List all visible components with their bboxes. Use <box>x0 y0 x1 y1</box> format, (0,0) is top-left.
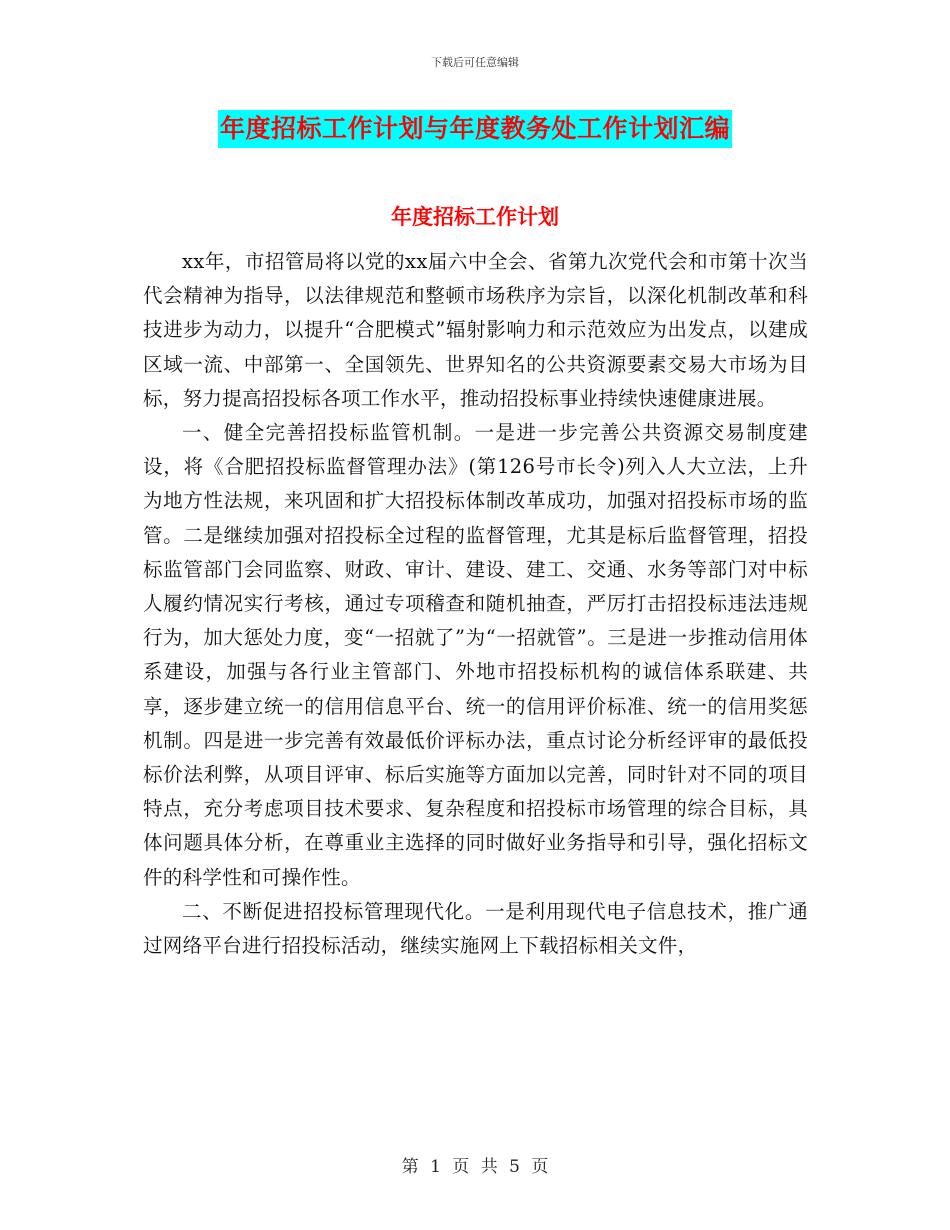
main-title-container <box>0 110 950 148</box>
page-number-footer: 第 1 页 共 5 页 <box>401 1157 549 1177</box>
paragraph-intro: xx年，市招管局将以党的xx届六中全会、省第九次党代会和市第十次当代会精神为指导，以法律规范和整顿市场秩序为宗旨，以深化机制改革和科技进步为动力，以提升“合肥模式”辐射影响力和示范效应为出发点，以建成区域一流、中部第一、全国领先、世界知名的公共资源要素交易大市场为目标，努力提高招投标各项工作水平，推动招投标事业持续快速健康进展。 <box>143 250 808 410</box>
paragraph-section-one: 一、健全完善招投标监管机制。一是进一步完善公共资源交易制度建设，将《合肥招投标监督管理办法》(第126号市长令)列入人大立法，上升为地方性法规，来巩固和扩大招投标体制改革成功，加强对招投标市场的监管。二是继续加强对招投标全过程的监督管理，尤其是标后监督管理，招投标监管部门会同监察、财政、审计、建设、建工、交通、水务等部门对中标人履约情况实行考核，通过专项稽查和随机抽查，严厉打击招投标违法违规行为，加大惩处力度，变“一招就了”为“一招就管”。三是进一步推动信用体系建设，加强与各行业主管部门、外地市招投标机构的诚信体系联建、共享，逐步建立统一的信用信息平台、统一的信用评价标准、统一的信用奖惩机制。四是进一步完善有效最低价评标办法，重点讨论分析经评审的最低投标价法利弊，从项目评审、标后实施等方面加以完善，同时针对不同的项目特点，充分考虑项目技术要求、复杂程度和招投标市场管理的综合目标，具体问题具体分析，在尊重业主选择的同时做好业务指导和引导，强化招标文件的科学性和可操作性。 <box>143 421 808 889</box>
section-title: 年度招标工作计划 <box>391 205 559 229</box>
document-body <box>143 245 808 963</box>
header-note: 下载后可任意编辑 <box>431 56 519 69</box>
paragraph-section-two: 二、不断促进招投标管理现代化。一是利用现代电子信息技术，推广通过网络平台进行招投标活动，继续实施网上下载招标相关文件， <box>143 899 808 958</box>
document-main-title: 年度招标工作计划与年度教务处工作计划汇编 <box>218 110 732 148</box>
